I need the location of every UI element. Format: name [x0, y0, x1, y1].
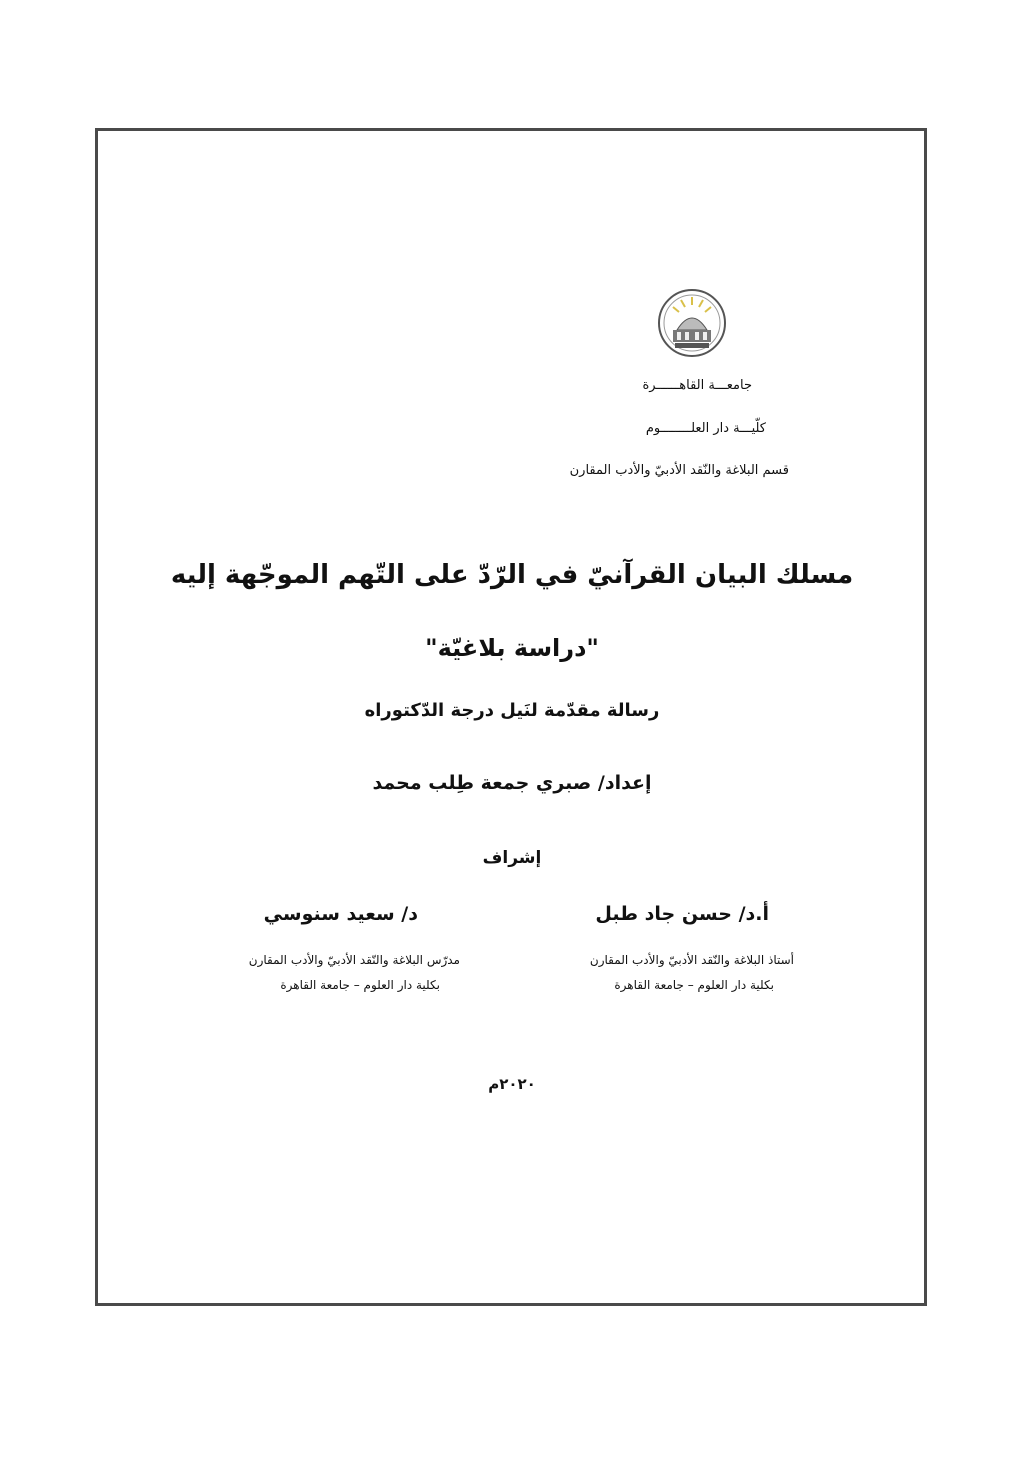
faculty-name: كلّيـــة دار العلــــــــوم: [645, 421, 766, 436]
supervisor-1-name: أ.د/ حسن جاد طبل: [595, 903, 769, 925]
department-name: قسم البلاغة والنّقد الأدبيّ والأدب المقارن: [569, 463, 789, 478]
degree-note: رسالة مقدّمة لنَيل درجة الدّكتوراه: [364, 700, 660, 721]
supervisor-2-name: د/ سعيد سنوسي: [263, 903, 418, 925]
university-logo-icon: [657, 288, 727, 358]
author-line: إعداد/ صبري جمعة طِلب محمد: [372, 772, 652, 794]
supervisor-1-affiliation: بكلية دار العلوم – جامعة القاهرة: [614, 978, 774, 992]
thesis-subtitle: "دراسة بلاغيّة": [425, 634, 599, 662]
supervision-label: إشراف: [482, 848, 542, 868]
supervisor-2-role: مدرّس البلاغة والنّقد الأدبيّ والأدب المقارن: [248, 953, 460, 967]
university-name: جامعـــة القاهــــــرة: [642, 378, 752, 393]
supervisor-2-affiliation: بكلية دار العلوم – جامعة القاهرة: [280, 978, 440, 992]
year: ٢٠٢٠م: [488, 1075, 536, 1093]
thesis-title: مسلك البيان القرآنيّ في الرّدّ على التّهم الموجّهة إليه: [170, 560, 854, 590]
supervisor-1-role: أستاذ البلاغة والنّقد الأدبيّ والأدب المقارن: [589, 953, 794, 967]
